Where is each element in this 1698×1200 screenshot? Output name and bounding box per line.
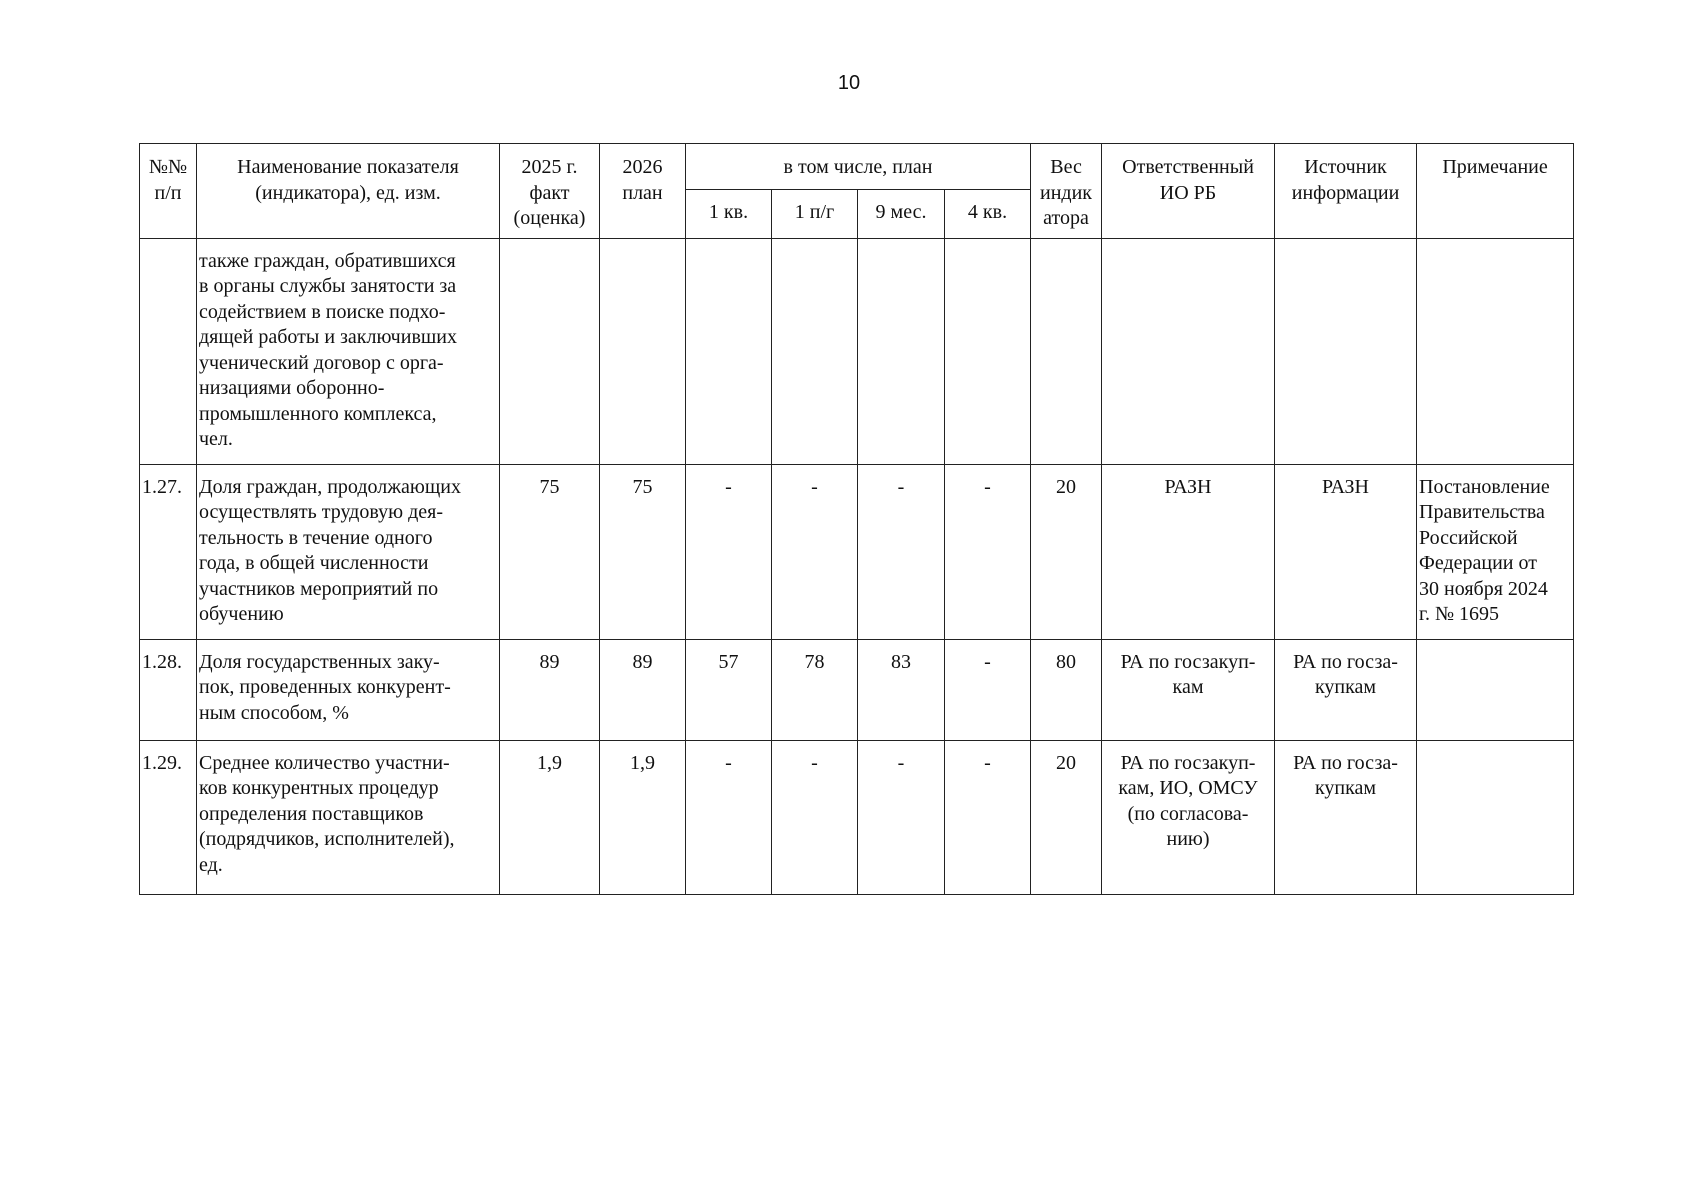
table-header [140, 144, 1574, 239]
header-incl-plan: в том числе, план [686, 144, 1031, 190]
cell-q4: - [945, 740, 1031, 894]
table-row [140, 238, 1574, 464]
header-m9: 9 мес. [858, 189, 945, 238]
header-num: №№ п/п [140, 144, 197, 239]
header-source: Источник информации [1275, 144, 1417, 239]
cell-weight: 80 [1031, 639, 1102, 740]
header-responsible: Ответственный ИО РБ [1102, 144, 1275, 239]
cell-plan-2026: 75 [600, 464, 686, 639]
cell-note [1417, 238, 1574, 464]
cell-h1: 78 [772, 639, 858, 740]
table-row [140, 639, 1574, 740]
cell-fact-2025: 75 [500, 464, 600, 639]
cell-responsible: РА по госзакуп- кам [1102, 639, 1275, 740]
cell-q4 [945, 238, 1031, 464]
cell-q4: - [945, 639, 1031, 740]
cell-note [1417, 639, 1574, 740]
cell-weight: 20 [1031, 464, 1102, 639]
cell-name: Доля граждан, продолжающих осуществлять трудовую дея- тельность в течение одного года, в общей численности участников мероприятий по обучению [197, 464, 500, 639]
cell-weight: 20 [1031, 740, 1102, 894]
cell-name: также граждан, обратившихся в органы службы занятости за содействием в поиске подхо- дящей работы и заключивших ученический договор с орга- низациями оборонно- промышленного комплекса, чел. [197, 238, 500, 464]
cell-num: 1.29. [140, 740, 197, 894]
cell-q1: - [686, 740, 772, 894]
table-row [140, 464, 1574, 639]
cell-num: 1.28. [140, 639, 197, 740]
cell-q4: - [945, 464, 1031, 639]
header-q1: 1 кв. [686, 189, 772, 238]
cell-plan-2026: 89 [600, 639, 686, 740]
header-row-main [140, 144, 1574, 190]
table-body [140, 238, 1574, 894]
cell-name: Доля государственных заку- пок, проведенных конкурент- ным способом, % [197, 639, 500, 740]
cell-q1: - [686, 464, 772, 639]
cell-plan-2026 [600, 238, 686, 464]
page-number: 10 [837, 72, 861, 94]
table-row [140, 740, 1574, 894]
cell-responsible: РАЗН [1102, 464, 1275, 639]
cell-source: РА по госза- купкам [1275, 740, 1417, 894]
header-weight: Вес индик атора [1031, 144, 1102, 239]
header-note: Примечание [1417, 144, 1574, 239]
header-q4: 4 кв. [945, 189, 1031, 238]
cell-num [140, 238, 197, 464]
cell-m9 [858, 238, 945, 464]
header-h1: 1 п/г [772, 189, 858, 238]
cell-num: 1.27. [140, 464, 197, 639]
cell-h1: - [772, 740, 858, 894]
cell-fact-2025 [500, 238, 600, 464]
cell-fact-2025: 1,9 [500, 740, 600, 894]
cell-q1 [686, 238, 772, 464]
cell-note: Постановление Правительства Российской Федерации от 30 ноября 2024 г. № 1695 [1417, 464, 1574, 639]
cell-name: Среднее количество участни- ков конкурентных процедур определения поставщиков (подрядчиков, исполнителей), ед. [197, 740, 500, 894]
header-plan-2026: 2026 план [600, 144, 686, 239]
cell-m9: - [858, 464, 945, 639]
cell-m9: - [858, 740, 945, 894]
header-name: Наименование показателя (индикатора), ед. изм. [197, 144, 500, 239]
cell-responsible: РА по госзакуп- кам, ИО, ОМСУ (по согласова- нию) [1102, 740, 1275, 894]
header-fact-2025: 2025 г. факт (оценка) [500, 144, 600, 239]
cell-m9: 83 [858, 639, 945, 740]
cell-source: РА по госза- купкам [1275, 639, 1417, 740]
cell-fact-2025: 89 [500, 639, 600, 740]
cell-h1 [772, 238, 858, 464]
cell-source [1275, 238, 1417, 464]
cell-weight [1031, 238, 1102, 464]
cell-q1: 57 [686, 639, 772, 740]
cell-h1: - [772, 464, 858, 639]
cell-source: РАЗН [1275, 464, 1417, 639]
cell-note [1417, 740, 1574, 894]
indicators-table [139, 143, 1574, 895]
cell-plan-2026: 1,9 [600, 740, 686, 894]
cell-responsible [1102, 238, 1275, 464]
